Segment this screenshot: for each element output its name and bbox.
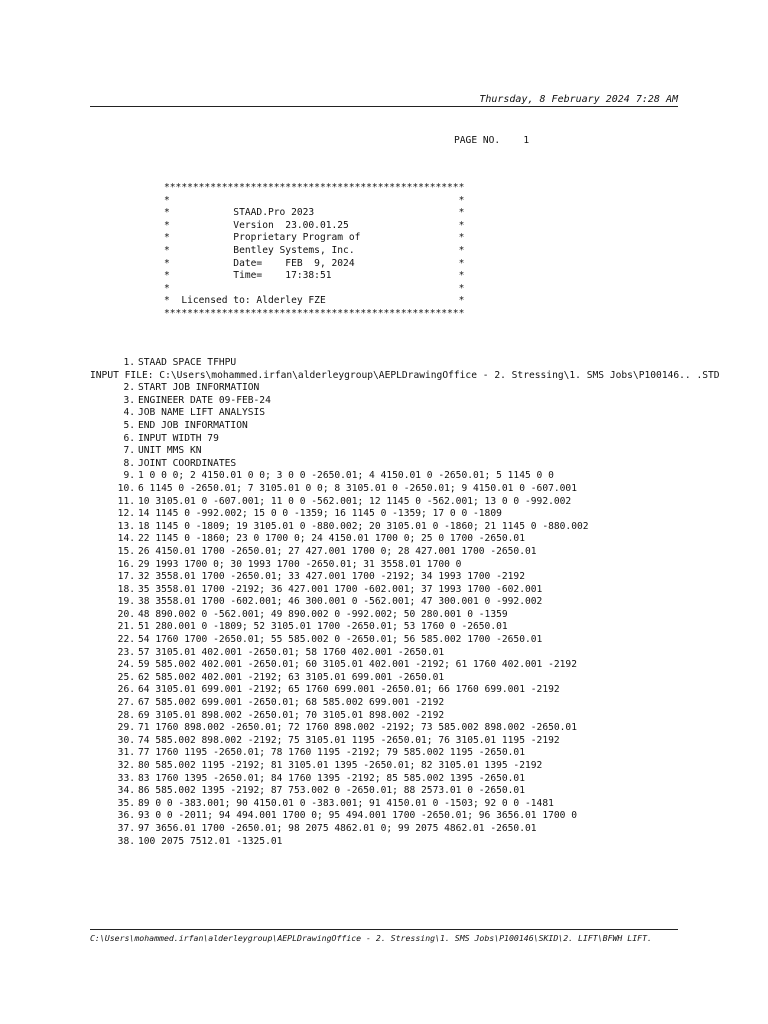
listing-line: [90, 672, 720, 685]
header-date: Thursday, 8 February 2024 7:28 AM: [479, 94, 678, 105]
listing-line: [90, 458, 720, 471]
listing-line: [90, 571, 720, 584]
page-label: PAGE NO.: [454, 135, 501, 146]
listing-line: [90, 659, 720, 672]
listing-line: [90, 496, 720, 509]
line-text: 26 4150.01 1700 -2650.01; 27 427.001 1700 0; 28 427.001 1700 -2650.01: [138, 545, 537, 557]
line-text: 6 1145 0 -2650.01; 7 3105.01 0 0; 8 3105.01 0 -2650.01; 9 4150.01 0 -607.001: [138, 482, 577, 494]
listing-line: [90, 697, 720, 710]
line-text: 74 585.002 898.002 -2192; 75 3105.01 1195 -2650.01; 76 3105.01 1195 -2192: [138, 734, 560, 746]
line-text: 69 3105.01 898.002 -2650.01; 70 3105.01 898.002 -2192: [138, 709, 445, 721]
line-text: 97 3656.01 1700 -2650.01; 98 2075 4862.01 0; 99 2075 4862.01 -2650.01: [138, 822, 537, 834]
listing-line: [90, 798, 720, 811]
line-text: 59 585.002 402.001 -2650.01; 60 3105.01 402.001 -2192; 61 1760 402.001 -2192: [138, 659, 577, 671]
line-number: 38.: [117, 835, 135, 847]
line-text: 64 3105.01 699.001 -2192; 65 1760 699.001 -2650.01; 66 1760 699.001 -2192: [138, 684, 560, 696]
line-number: 21.: [117, 621, 135, 633]
line-number: 33.: [117, 772, 135, 784]
line-number: 15.: [117, 545, 135, 557]
line-text: 48 890.002 0 -562.001; 49 890.002 0 -992.002; 50 280.001 0 -1359: [138, 608, 508, 620]
staad-banner: [164, 182, 464, 321]
line-text: 22 1145 0 -1860; 23 0 1700 0; 24 4150.01 1700 0; 25 0 1700 -2650.01: [138, 533, 525, 545]
footer-divider: [90, 929, 678, 930]
listing-line: [90, 395, 720, 408]
listing-line: [90, 445, 720, 458]
line-number: 6.: [123, 432, 135, 444]
banner-line: * *: [164, 194, 465, 206]
line-number: 14.: [117, 533, 135, 545]
banner-line: * Licensed to: Alderley FZE *: [164, 295, 465, 307]
line-text: 14 1145 0 -992.002; 15 0 0 -1359; 16 1145 0 -1359; 17 0 0 -1809: [138, 508, 502, 520]
line-number: 9.: [123, 470, 135, 482]
listing-line: [90, 533, 720, 546]
banner-line: * Time= 17:38:51 *: [164, 270, 465, 282]
line-text: INPUT WIDTH 79: [138, 432, 219, 444]
line-number: 17.: [117, 571, 135, 583]
line-number: 16.: [117, 558, 135, 570]
line-text: 83 1760 1395 -2650.01; 84 1760 1395 -2192; 85 585.002 1395 -2650.01: [138, 772, 525, 784]
listing-line: [90, 470, 720, 483]
listing-line: [90, 584, 720, 597]
line-number: 23.: [117, 646, 135, 658]
line-text: START JOB INFORMATION: [138, 382, 260, 394]
line-text: 35 3558.01 1700 -2192; 36 427.001 1700 -602.001; 37 1993 1700 -602.001: [138, 583, 543, 595]
line-text: 80 585.002 1195 -2192; 81 3105.01 1395 -2650.01; 82 3105.01 1395 -2192: [138, 760, 543, 771]
line-text: 77 1760 1195 -2650.01; 78 1760 1195 -2192; 79 585.002 1195 -2650.01: [138, 747, 525, 759]
line-number: 11.: [117, 495, 135, 507]
line-number: 10.: [117, 482, 135, 494]
listing-line: [90, 836, 720, 849]
banner-line: * STAAD.Pro 2023 *: [164, 207, 465, 219]
line-text: 86 585.002 1395 -2192; 87 753.002 0 -2650.01; 88 2573.01 0 -2650.01: [138, 785, 525, 797]
line-number: 26.: [117, 684, 135, 696]
line-number: 22.: [117, 634, 135, 646]
line-number: 34.: [117, 785, 135, 797]
line-text: 67 585.002 699.001 -2650.01; 68 585.002 699.001 -2192: [138, 697, 445, 709]
listing-line: [90, 596, 720, 609]
listing-line: [90, 785, 720, 798]
line-text: 54 1760 1700 -2650.01; 55 585.002 0 -2650.01; 56 585.002 1700 -2650.01: [138, 634, 543, 646]
listing-line: [90, 747, 720, 760]
listing-line: [90, 420, 720, 433]
line-number: 30.: [117, 734, 135, 746]
listing-line: [90, 483, 720, 496]
footer-file-path: C:\Users\mohammed.irfan\alderleygroup\AEPLDrawingOffice - 2. Stressing\1. SMS Jobs\P100146\SKID\2. LIFT\BFWH LIFT.: [90, 933, 652, 943]
line-number: 19.: [117, 596, 135, 608]
listing-line: [90, 823, 720, 836]
line-text: 62 585.002 402.001 -2192; 63 3105.01 699.001 -2650.01: [138, 671, 445, 683]
banner-line: ****************************************************: [164, 307, 465, 319]
banner-line: * Version 23.00.01.25 *: [164, 219, 465, 231]
line-number: 25.: [117, 671, 135, 683]
line-number: 27.: [117, 697, 135, 709]
line-text: JOB NAME LIFT ANALYSIS: [138, 407, 266, 419]
line-number: 1.: [123, 357, 135, 368]
line-text: 57 3105.01 402.001 -2650.01; 58 1760 402.001 -2650.01: [138, 646, 445, 658]
line-number: 37.: [117, 822, 135, 834]
input-listing: [90, 357, 720, 848]
line-text: 51 280.001 0 -1809; 52 3105.01 1700 -2650.01; 53 1760 0 -2650.01: [138, 621, 508, 633]
line-number: 3.: [123, 394, 135, 406]
line-text: 93 0 0 -2011; 94 494.001 1700 0; 95 494.001 1700 -2650.01; 96 3656.01 1700 0: [138, 810, 577, 822]
listing-line: [90, 647, 720, 660]
listing-line: [90, 810, 720, 823]
listing-line: [90, 433, 720, 446]
line-text: INPUT FILE: C:\Users\mohammed.irfan\alderleygroup\AEPLDrawingOffice - 2. Stressing\1. SMS Jobs\P100146.. .STD: [90, 369, 720, 381]
listing-line: [90, 735, 720, 748]
line-text: UNIT MMS KN: [138, 445, 202, 457]
line-number: 4.: [123, 407, 135, 419]
line-number: 29.: [117, 722, 135, 734]
line-number: 32.: [117, 760, 135, 771]
listing-line: [90, 773, 720, 786]
line-number: 8.: [123, 457, 135, 469]
listing-line: [90, 357, 720, 370]
listing-line: [90, 382, 720, 395]
listing-line: [90, 634, 720, 647]
page-number-line: [454, 135, 529, 146]
line-text: ENGINEER DATE 09-FEB-24: [138, 394, 271, 406]
line-text: 71 1760 898.002 -2650.01; 72 1760 898.002 -2192; 73 585.002 898.002 -2650.01: [138, 722, 577, 734]
banner-line: * Bentley Systems, Inc. *: [164, 244, 465, 256]
line-number: 28.: [117, 709, 135, 721]
line-number: 2.: [123, 382, 135, 394]
line-text: STAAD SPACE TFHPU: [138, 357, 237, 368]
banner-line: * Date= FEB 9, 2024 *: [164, 257, 465, 269]
listing-line: [90, 370, 720, 383]
line-text: 100 2075 7512.01 -1325.01: [138, 835, 283, 847]
listing-line: [90, 760, 720, 773]
line-number: 18.: [117, 583, 135, 595]
line-number: 12.: [117, 508, 135, 520]
listing-line: [90, 407, 720, 420]
listing-line: [90, 521, 720, 534]
listing-line: [90, 508, 720, 521]
listing-line: [90, 609, 720, 622]
line-text: 1 0 0 0; 2 4150.01 0 0; 3 0 0 -2650.01; 4 4150.01 0 -2650.01; 5 1145 0 0: [138, 470, 554, 482]
line-text: 10 3105.01 0 -607.001; 11 0 0 -562.001; 12 1145 0 -562.001; 13 0 0 -992.002: [138, 495, 572, 507]
line-text: JOINT COORDINATES: [138, 457, 237, 469]
line-number: 31.: [117, 747, 135, 759]
line-number: 36.: [117, 810, 135, 822]
line-number: 13.: [117, 520, 135, 532]
line-text: 38 3558.01 1700 -602.001; 46 300.001 0 -562.001; 47 300.001 0 -992.002: [138, 596, 543, 608]
line-text: 32 3558.01 1700 -2650.01; 33 427.001 1700 -2192; 34 1993 1700 -2192: [138, 571, 525, 583]
banner-line: ****************************************************: [164, 182, 465, 193]
listing-line: [90, 722, 720, 735]
line-number: 35.: [117, 797, 135, 809]
listing-line: [90, 546, 720, 559]
listing-line: [90, 684, 720, 697]
line-text: END JOB INFORMATION: [138, 419, 248, 431]
page-number: 1: [523, 135, 530, 146]
banner-line: * *: [164, 282, 465, 294]
line-number: 24.: [117, 659, 135, 671]
banner-line: * Proprietary Program of *: [164, 232, 465, 244]
line-text: 29 1993 1700 0; 30 1993 1700 -2650.01; 31 3558.01 1700 0: [138, 558, 462, 570]
line-text: 89 0 0 -383.001; 90 4150.01 0 -383.001; 91 4150.01 0 -1503; 92 0 0 -1481: [138, 797, 554, 809]
header-divider: [90, 106, 678, 107]
line-text: 18 1145 0 -1809; 19 3105.01 0 -880.002; 20 3105.01 0 -1860; 21 1145 0 -880.002: [138, 520, 589, 532]
listing-line: [90, 621, 720, 634]
line-number: 20.: [117, 608, 135, 620]
listing-line: [90, 559, 720, 572]
listing-line: [90, 710, 720, 723]
line-number: 5.: [123, 419, 135, 431]
line-number: 7.: [123, 445, 135, 457]
